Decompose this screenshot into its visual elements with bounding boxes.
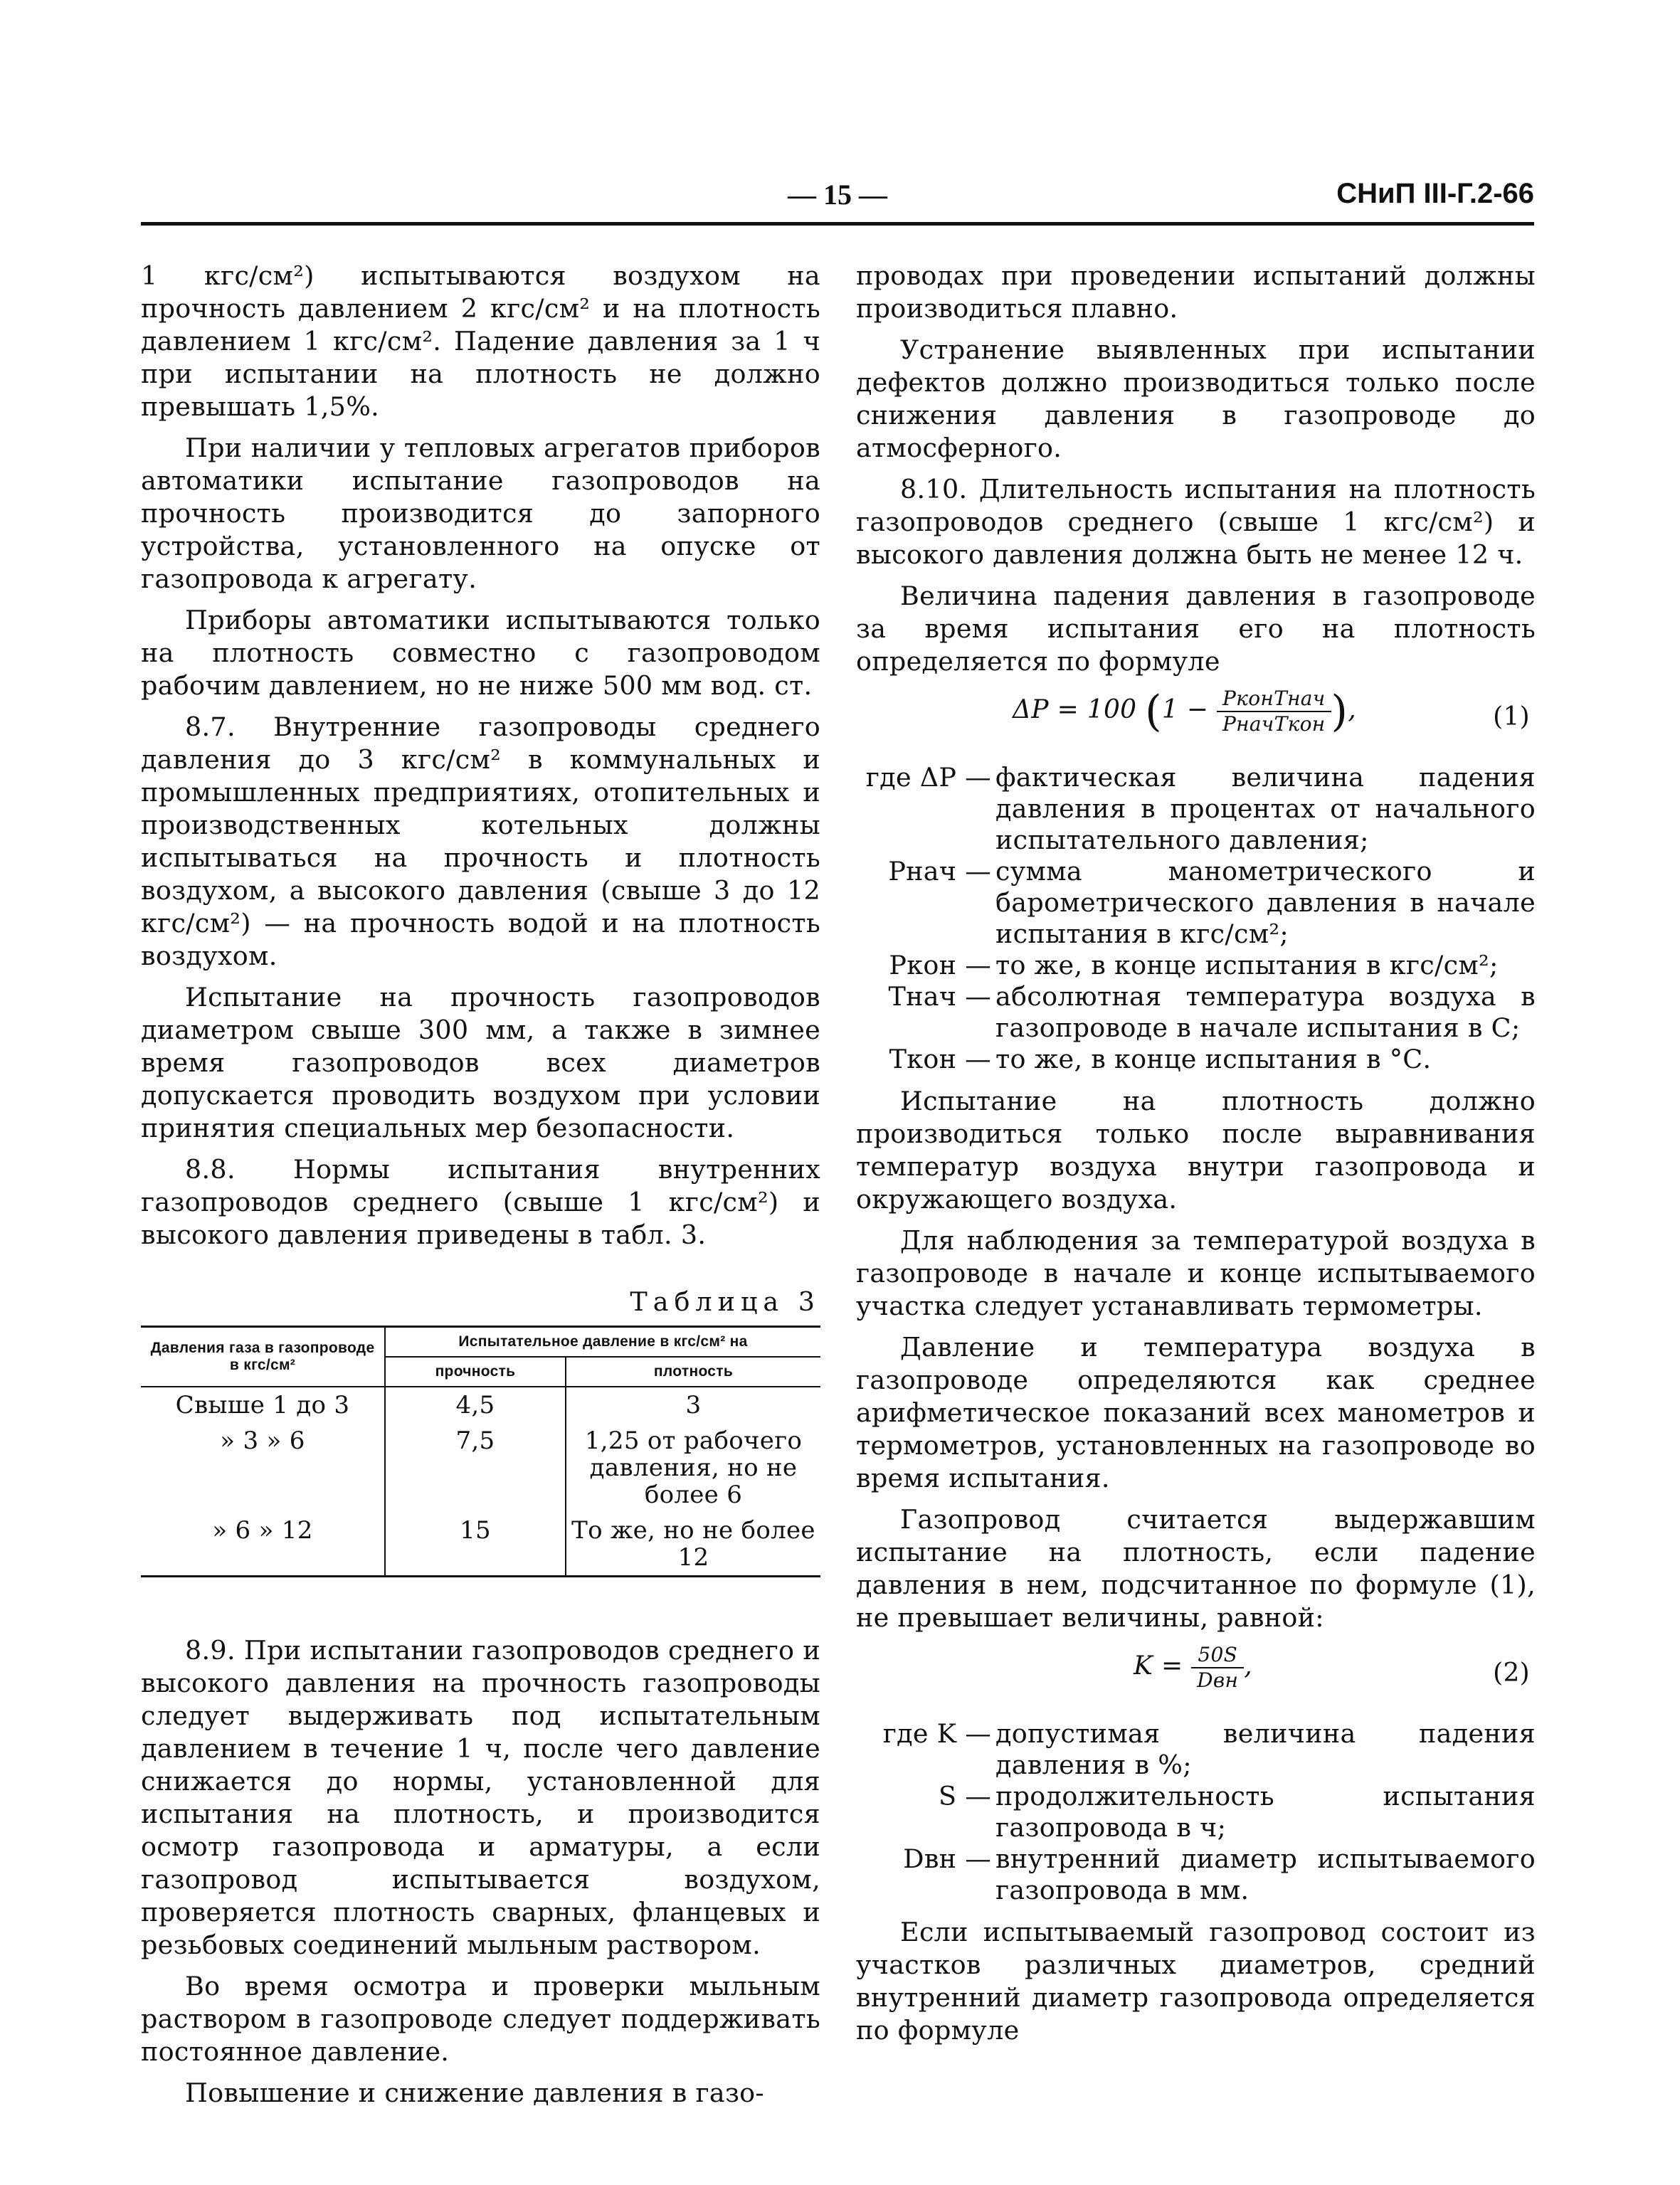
spacer [141, 1577, 820, 1634]
cell-density: 1,25 от рабочего давления, но не более 6 [566, 1423, 820, 1513]
definition-row [856, 1718, 1536, 1781]
document-code: СНиП III-Г.2-66 [1336, 178, 1534, 209]
eq2-denominator: Dвн [1197, 1668, 1239, 1692]
definition-row [856, 950, 1536, 981]
definition-symbol: где ΔP — [865, 762, 991, 793]
cell-strength: 4,5 [385, 1387, 566, 1423]
definition-symbol: Pкон — [889, 950, 991, 980]
table-row [141, 1387, 820, 1423]
paragraph: Испытание на плотность должно производиться только после выравнивания температур воздуха внутри газопровода и окружающего воздуха. [856, 1086, 1536, 1215]
header-density: плотность [566, 1357, 820, 1387]
cell-strength: 7,5 [385, 1423, 566, 1513]
equation-1-label: (1) [1493, 702, 1530, 731]
paragraph: Газопровод считается выдержавшим испытание на плотность, если падение давления в нем, подсчитанное по формуле (1), не превышает величины, равной: [856, 1504, 1536, 1633]
page-number: — 15 — [788, 179, 887, 211]
paragraph-8-9: 8.9. При испытании газопроводов среднего и высокого давления на прочность газопроводы следует выдерживать под испытательным давлением в течение 1 ч, после чего давление снижается до нормы, установленной для испытания на плотность, и производится осмотр газопровода и арматуры, а если газопровод испытывается воздухом, проверяется плотность сварных, фланцевых и резьбовых соединений мыльным раствором. [141, 1635, 820, 1960]
definition-symbol: Tкон — [889, 1044, 991, 1074]
equation-1-body: ΔP = 100 (1 − $\frac{\text{PконTнач}}{\text{PначTкон}}$ ), [1013, 687, 1356, 736]
definition-text: внутренний диаметр испытываемого газопровода в мм. [995, 1843, 1536, 1905]
eq1-denominator: PначTкон [1222, 712, 1326, 736]
eq2-numerator: 50S [1191, 1643, 1244, 1668]
paragraph: Испытание на прочность газопроводов диаметром свыше 300 мм, а также в зимнее время газопроводов всех диаметров допускается проводить воздухом при условии принятия специальных мер безопасности. [141, 982, 820, 1143]
paragraph: Во время осмотра и проверки мыльным раствором в газопроводе следует поддерживать постоянное давление. [141, 1971, 820, 2067]
table-title: Таблица 3 [630, 1286, 820, 1317]
equation-2 [856, 1643, 1536, 1707]
definition-symbol: Dвн — [903, 1843, 991, 1874]
paragraph: 1 кгс/см²) испытываются воздухом на прочность давлением 2 кгс/см² и на плотность давлением 1 кгс/см². Падение давления за 1 ч при испытании на плотность не должно превышать 1,5%. [141, 260, 820, 422]
definition-row [856, 762, 1536, 856]
paragraph: Устранение выявленных при испытании дефектов должно производиться только после снижения давления в газопроводе до атмосферного. [856, 334, 1536, 463]
definition-text: абсолютная температура воздуха в газопроводе в начале испытания в С; [995, 981, 1536, 1043]
paragraph: Повышение и снижение давления в газо- [185, 2078, 765, 2108]
definition-symbol: S — [938, 1781, 991, 1811]
eq1-one: 1 − [1161, 695, 1209, 724]
table-row [141, 1513, 820, 1577]
paragraph: Для наблюдения за температурой воздуха в газопроводе в начале и конце испытываемого участка следует устанавливать термометры. [856, 1225, 1536, 1321]
definitions-1 [856, 762, 1536, 1075]
equation-2-body: K = $\frac{50S}{\text{Dвн}}$ , [1134, 1643, 1252, 1692]
paragraph-8-7: 8.7. Внутренние газопроводы среднего давления до 3 кгс/см² в коммунальных и промышленных предприятиях, отопительных и производственных котельных должны испытываться на прочность и плотность воздухом, а высокого давления (свыше 3 до 12 кгс/см²) — на прочность водой и на плотность воздухом. [141, 711, 820, 971]
table-row [141, 1423, 820, 1513]
header-gas-pressure: Давления газа в газопроводе в кгс/см² [141, 1327, 385, 1387]
definition-row [856, 981, 1536, 1044]
definition-row [856, 1044, 1536, 1075]
equation-1 [856, 687, 1536, 751]
paragraph: проводах при проведении испытаний должны производиться плавно. [856, 260, 1536, 324]
paragraph: Давление и температура воздуха в газопроводе определяются как среднее арифметическое показаний всех манометров и термометров, установленных на газопроводе во время испытания. [856, 1332, 1536, 1493]
definitions-2 [856, 1718, 1536, 1906]
paragraph: Величина падения давления в газопроводе за время испытания его на плотность определяется по формуле [856, 581, 1536, 677]
cell-density: 3 [566, 1387, 820, 1423]
right-column [856, 260, 1536, 2056]
eq2-lhs: K = [1134, 1651, 1183, 1681]
definition-text: допустимая величина падения давления в %; [995, 1718, 1536, 1780]
paragraph: Если испытываемый газопровод состоит из участков различных диаметров, средний внутренний диаметр газопровода определяется по формуле [856, 1917, 1536, 2046]
definition-symbol: где K — [882, 1718, 991, 1749]
table-3 [141, 1326, 820, 1577]
definition-row [856, 856, 1536, 950]
definition-row [856, 1843, 1536, 1906]
paragraph-8-10: 8.10. Длительность испытания на плотность газопроводов среднего (свыше 1 кгс/см²) и высокого давления должна быть не менее 12 ч. [856, 474, 1536, 570]
eq1-lhs: ΔP = 100 [1013, 695, 1137, 724]
header-strength: прочность [385, 1357, 566, 1387]
definition-symbol: Tнач — [888, 981, 991, 1012]
definition-row [856, 1781, 1536, 1843]
equation-2-label: (2) [1493, 1658, 1530, 1688]
header-test-pressure: Испытательное давление в кгс/см² на [385, 1327, 820, 1358]
eq1-fraction [1217, 687, 1331, 736]
paragraph-8-8: 8.8. Нормы испытания внутренних газопроводов среднего (свыше 1 кгс/см²) и высокого давления приведены в табл. 3. [141, 1154, 820, 1250]
eq1-numerator: PконTнач [1217, 687, 1331, 712]
cell-range: Свыше 1 до 3 [175, 1391, 350, 1419]
definition-symbol: Pнач — [888, 856, 991, 887]
definition-text: то же, в конце испытания в кгс/см²; [995, 950, 1499, 980]
definition-text: то же, в конце испытания в °С. [995, 1044, 1432, 1074]
paragraph: При наличии у тепловых агрегатов приборов автоматики испытание газопроводов на прочность производится до запорного устройства, установленного на опуске от газопровода к агрегату. [141, 433, 820, 594]
cell-range: » 6 » 12 [212, 1516, 313, 1545]
paragraph: Приборы автоматики испытываются только на плотность совместно с газопроводом рабочим давлением, но не ниже 500 мм вод. ст. [141, 605, 820, 701]
left-column [141, 260, 820, 2118]
cell-density: То же, но не более 12 [566, 1513, 820, 1577]
definition-text: фактическая величина падения давления в процентах от начального испытательного давления; [995, 762, 1536, 855]
running-header [141, 178, 1534, 221]
cell-range: » 3 » 6 [220, 1427, 305, 1455]
definition-text: сумма манометрического и барометрического давления в начале испытания в кгс/см²; [995, 856, 1536, 949]
header-rule [141, 222, 1534, 226]
definition-text: продолжительность испытания газопровода в ч; [995, 1781, 1536, 1843]
cell-strength: 15 [385, 1513, 566, 1577]
eq2-fraction [1191, 1643, 1244, 1693]
